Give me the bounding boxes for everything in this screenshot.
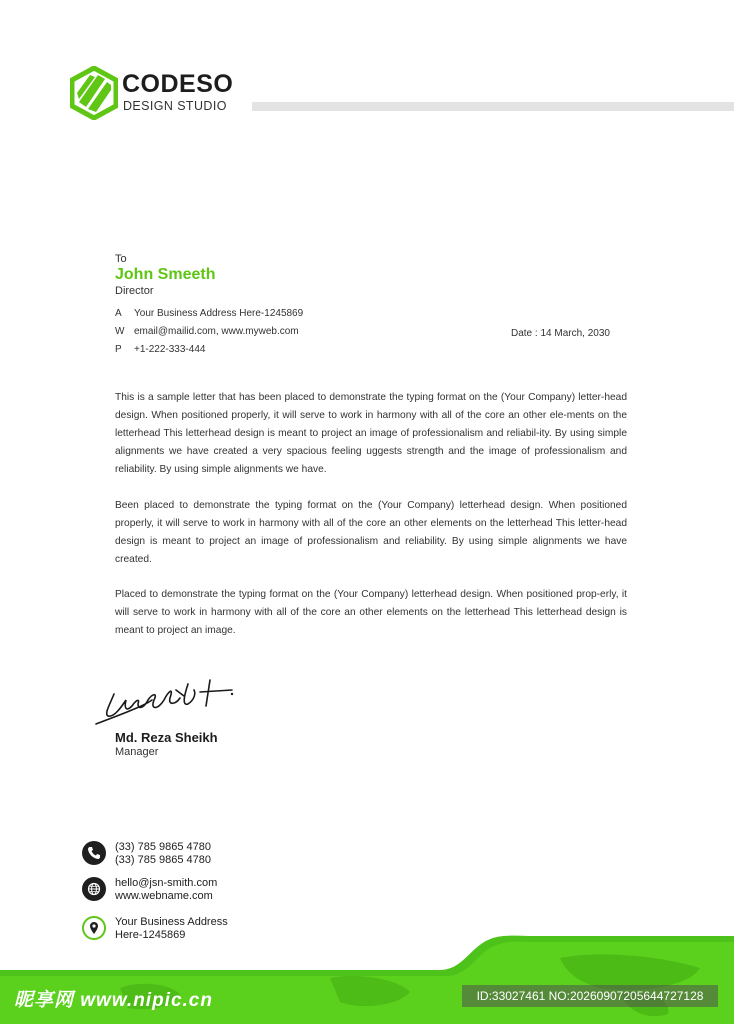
brand-tagline: DESIGN STUDIO (123, 99, 227, 113)
body-paragraph-2: Been placed to demonstrate the typing format on the (Your Company) letterhead design. When positioned properly, it will serve to work in harmony with all of the core an other elements on the letterhead This letter-head design is meant to project an image of professionalism and reliability. By using simple alignments we have created. (115, 500, 627, 565)
handwritten-signature (92, 670, 237, 732)
to-label: To (115, 253, 127, 265)
watermark-left: 昵享网 www.nipic.cn (14, 990, 213, 1011)
hexagon-logo-icon (70, 66, 118, 120)
recipient-block (115, 253, 215, 297)
body-paragraph-1: This is a sample letter that has been placed to demonstrate the typing format on the (Your Company) letter-head design. When positioned properly, it will serve to work in harmony with all of the core an other ele-ments on the letterhead This letterhead design is meant to project an image of professionalism and reliabil-ity. By using simple alignments we have created a very spacious feeling uggests strength and the image of professionalism and reliability. By using simple alignments we have. (115, 392, 627, 475)
footer-phone-2: (33) 785 9865 4780 (115, 854, 212, 866)
web-key: W (115, 326, 125, 337)
watermark-right: ID:33027461 NO:20260907205644727128 (462, 985, 718, 1007)
footer-email[interactable]: hello@jsn-smith.com (115, 877, 218, 889)
phone-icon (82, 841, 106, 865)
globe-icon (82, 877, 106, 901)
recipient-web-row (115, 326, 299, 337)
recipient-title: Director (115, 285, 154, 297)
footer-website[interactable]: www.webname.com (115, 890, 213, 902)
body-paragraph-3: Placed to demonstrate the typing format on the (Your Company) letterhead design. When positioned prop-erly, it will serve to work in harmony with all of the core an other elements on the letterhead This letterhead design is meant to project an image. (115, 589, 627, 636)
letter-date: Date : 14 March, 2030 (511, 328, 610, 339)
footer-address-2: Here-1245869 (115, 929, 186, 941)
signer-role: Manager (115, 746, 159, 758)
recipient-web: email@mailid.com, www.myweb.com (134, 326, 299, 337)
recipient-name: John Smeeth (115, 266, 216, 283)
footer-address-1: Your Business Address (115, 916, 228, 928)
recipient-address: Your Business Address Here-1245869 (134, 308, 304, 319)
brand-name: CODESO (122, 70, 234, 98)
recipient-address-row (115, 308, 303, 319)
footer-phone-1: (33) 785 9865 4780 (115, 841, 212, 853)
brand-logo (70, 66, 240, 122)
address-key: A (115, 308, 122, 319)
header-divider-bar (252, 102, 734, 111)
phone-key: P (115, 344, 122, 355)
signer-name: Md. Reza Sheikh (115, 730, 218, 745)
recipient-phone-row (115, 344, 205, 355)
recipient-phone: +1-222-333-444 (134, 344, 206, 355)
